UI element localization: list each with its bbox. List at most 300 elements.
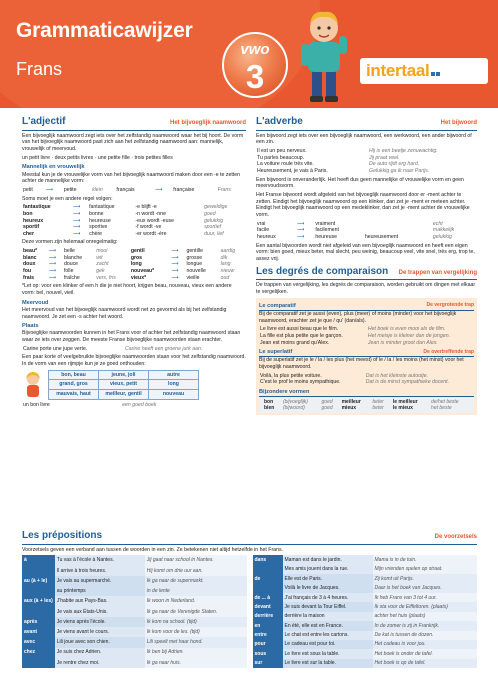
place-example [22, 346, 246, 353]
cell [22, 566, 55, 576]
mnemonic-table [48, 370, 199, 400]
comparatif-tag: De vergrotende trap [426, 302, 474, 309]
cell: Daar is het boek van Jacques. [373, 584, 478, 593]
table-row [49, 380, 199, 390]
irreg-heading: Deze vormen zijn helemaal onregelmatig: [22, 239, 118, 246]
table-row [253, 621, 478, 630]
cell: après [22, 617, 55, 627]
cell: wit [96, 254, 103, 261]
prepositions-heading [22, 530, 477, 545]
cell: De kat is tussen de dozen. [373, 631, 478, 640]
cell: Het boek is even mooi als de film. [367, 326, 446, 333]
cell: -e blijft -e [135, 204, 157, 211]
cell: Mama is in de tuin. [373, 555, 478, 564]
prepositions-title: Les prépositions [22, 530, 103, 541]
cell: derrière [253, 612, 283, 621]
table-row [22, 627, 247, 637]
table-row [22, 231, 246, 238]
table-row [22, 268, 246, 275]
rules-table [22, 204, 246, 237]
adverbe-examples [256, 148, 477, 175]
brand-logo [360, 58, 488, 84]
table-row [22, 275, 246, 282]
cell: J'habite aux Pays-Bas. [55, 596, 145, 606]
cell: en [253, 621, 283, 630]
cell: Lili joue avec son chien. [55, 637, 145, 647]
table-row [22, 255, 246, 262]
adjectif-title: L'adjectif [22, 116, 66, 127]
superlatif-title: Le superlatif [259, 349, 293, 356]
cell: Ik kom na school. (tijd) [145, 617, 247, 627]
arrow-icon: ⟶ [73, 224, 81, 231]
table-row [22, 555, 247, 565]
cell: gentille [186, 248, 203, 255]
arrow-icon: ⟶ [171, 254, 179, 261]
cell: Le chat est entre les cartons. [283, 631, 373, 640]
table-row [256, 227, 477, 234]
comparatif-text: Bij de comparatif zet je aussi (even), plus (meer) of moins (minder) voor het bijvoeglijk naamwoord, erachter zet je que / qu' (dan/als). [259, 310, 457, 324]
prepositions-left-table [22, 555, 247, 668]
cell: in de lente [145, 586, 247, 596]
table-row [22, 346, 246, 353]
cell: heureusement [364, 233, 399, 240]
cell: sportif [23, 224, 40, 231]
arrow-icon: ⟶ [48, 254, 57, 261]
arrow-icon: ⟶ [171, 274, 179, 281]
girl-illustration-icon [22, 371, 44, 399]
cell: zacht [96, 261, 109, 268]
cell: Het cadeau is voor jou. [373, 640, 478, 649]
cell: sur [253, 659, 283, 668]
arrow-icon: ⟶ [48, 261, 57, 268]
cell: jeune, joli [99, 370, 149, 380]
cell: Voilà le livre de Jacques. [283, 584, 373, 593]
arrow-icon: ⟶ [73, 230, 81, 237]
arrow-icon: ⟶ [73, 204, 81, 211]
cell: de/het beste [431, 399, 459, 406]
cell: Tu vas à l'école à Nantes. [55, 555, 145, 565]
cell: derrière la maison [283, 612, 373, 621]
cell: aardig [220, 248, 236, 255]
cell: heureuse [89, 217, 111, 224]
cell: Le livre est sous la table. [283, 649, 373, 658]
cell: mooi [96, 248, 108, 255]
cell: douce [63, 261, 79, 268]
comparatif-examples [259, 326, 474, 346]
cell: doux [23, 261, 36, 268]
table-row [22, 224, 246, 231]
cell: facile [257, 227, 270, 234]
arrow-icon: ⟶ [45, 186, 54, 193]
cell: vieux* [130, 274, 147, 281]
cell: Zij komt uit Parijs. [373, 574, 478, 583]
cell: Maman est dans le jardin. [283, 555, 373, 564]
cell: La fille est plus petite que le garçon. [260, 332, 343, 339]
table-row [262, 405, 471, 411]
cell: Carine heeft een groene jurk aan. [125, 345, 203, 352]
table-row [253, 612, 478, 621]
cell: facilement [315, 227, 339, 234]
table-row [256, 234, 477, 241]
brand-dots-icon [431, 60, 441, 82]
cell: vieux, petit [99, 380, 149, 390]
cell: Le cadeau est pour toi. [283, 640, 373, 649]
cell: vieille [186, 274, 200, 281]
cell: Mijn vrienden spelen op straat. [373, 565, 478, 574]
cell: chez [22, 648, 55, 658]
table-row [22, 596, 247, 606]
cell: frais [23, 274, 34, 281]
superlatif-tag: De overtreffende trap [423, 348, 474, 355]
cell: fraîche [63, 274, 80, 281]
arrow-icon: ⟶ [297, 227, 305, 234]
cell: sportief [204, 224, 222, 231]
table-row [253, 631, 478, 640]
cell: mieux [341, 405, 357, 412]
adverbe-heading [256, 116, 477, 131]
cell: Dat is het kleinste autootje. [365, 372, 429, 379]
arrow-icon: ⟶ [297, 233, 305, 240]
cell: duur, lief [204, 230, 224, 237]
table-row [22, 187, 246, 194]
cell: Ik ben bij Adrien. [145, 648, 247, 658]
header-banner [0, 0, 498, 108]
cell: -n wordt -nne [135, 210, 166, 217]
arrow-icon: ⟶ [48, 248, 57, 255]
cell: cher [23, 230, 34, 237]
cell: goed [321, 399, 333, 406]
cell: Ik sta voor de Eiffeltoren. (plaats) [373, 602, 478, 611]
comparatif-heading [259, 303, 474, 311]
place-heading: Plaats [22, 323, 39, 330]
cell: petit [23, 186, 33, 193]
table-row [22, 204, 246, 211]
table-row [22, 637, 247, 647]
cell: au printemps [55, 586, 145, 596]
prepositions-right-table [253, 555, 478, 668]
table-row [22, 218, 246, 225]
table-row [22, 211, 246, 218]
cell: oud [220, 274, 230, 281]
cell: Ik heb Frans van 3 tot 4 uur. [373, 593, 478, 602]
cell: het beste [431, 405, 452, 412]
cell: -eux wordt -euse [135, 217, 175, 224]
arrow-icon: ⟶ [171, 261, 179, 268]
cell: nouveau [149, 389, 199, 399]
cell: Ik kom voor de les. (tijd) [145, 627, 247, 637]
cell: Le livre est aussi beau que le film. [260, 326, 339, 333]
table-row [22, 648, 247, 658]
cell: achter het huis (plaats) [373, 612, 478, 621]
cell: pour [253, 640, 283, 649]
cell: meilleur [341, 399, 361, 406]
cell: Mes amis jouent dans la rue. [283, 565, 373, 574]
cell: Je vais aux États-Unis. [55, 607, 145, 617]
prepositions-intro: Voorzetsels geven een verband aan tussen de woorden in een zin. Ze betekenen niet altijd hetzelfde in het Frans. [22, 546, 283, 553]
cell: Je suis chez Adrien. [55, 648, 145, 658]
superlatif-heading [259, 349, 474, 357]
cell: folle [63, 268, 74, 275]
cell: De auto rijdt erg hard. [369, 161, 420, 168]
arrow-icon: ⟶ [48, 268, 57, 275]
degres-intro: De trappen van vergelijking, les degrés de comparaison, worden gebruikt om dingen met elkaar te vergelijken. [256, 282, 476, 296]
cell: Ik woon in Nederland. [145, 596, 247, 606]
cell: Jean is minder groot dan Alex. [367, 339, 438, 346]
cell: vraiment [315, 220, 336, 227]
cell: bon [264, 399, 274, 406]
brand-name: intertaal [366, 61, 430, 80]
cell: long [149, 380, 199, 390]
cell: au (à + le) [22, 576, 55, 586]
cell: En été, elle est en France. [283, 621, 373, 630]
fem-example-table [22, 187, 246, 194]
cell: dik [220, 254, 228, 261]
cell: Jij gaat naar school in Nantes. [145, 555, 247, 565]
cell: Heureusement, je vais à Paris. [257, 168, 328, 175]
cell [22, 658, 55, 668]
cell: Ik ga naar huis. [145, 658, 247, 668]
cell: Tu parles beaucoup. [257, 154, 305, 161]
cell: Voilà, la plus petite voiture. [260, 372, 322, 379]
cell: klein [92, 186, 103, 193]
arrow-icon: ⟶ [73, 217, 81, 224]
superlatif-examples [259, 373, 474, 386]
table-row [253, 555, 478, 564]
cell: Il est un peu nerveux. [257, 148, 307, 155]
cell: bien [264, 405, 275, 412]
cell: Je viens après l'école. [55, 617, 145, 627]
table-row [259, 373, 474, 380]
cell: gentil [130, 248, 145, 255]
cell: le mieux [392, 405, 413, 412]
cell: nouvelle [186, 268, 206, 275]
adverbe-title: L'adverbe [256, 116, 303, 127]
table-row [22, 586, 247, 596]
table-row [253, 640, 478, 649]
place-text: Bijvoeglijke naamwoorden kunnen in het Frans voor of achter het zelfstandig naamwoord staan waar ze iets over zeggen. De meeste Franse bijvoeglijke naamwoorden staan erachter. [22, 330, 241, 344]
cell: de [253, 574, 283, 583]
final-example [22, 402, 246, 409]
prepositions-tag: De voorzetsels [434, 534, 477, 541]
irreg-note: *Let op: voor een klinker of een h die je niet hoort, krijgen beau, nouveau, vieux een andere vorm: bel, nouvel, vieil. [22, 283, 232, 297]
arrow-icon: ⟶ [171, 248, 179, 255]
table-row [49, 370, 199, 380]
cell [22, 586, 55, 596]
table-row [22, 261, 246, 268]
cell: devant [253, 602, 283, 611]
table-row [259, 379, 474, 386]
cell: nieuw [220, 268, 235, 275]
boy-illustration-icon [298, 6, 350, 106]
superlatif-text: Bij de superlatif zet je le / la / les plus (het meest) of le / la / les moins (het minst) voor het bijvoeglijk naamwoord. [259, 357, 464, 370]
cell: goed [204, 210, 216, 217]
page-subtitle: Frans [16, 59, 63, 79]
table-row [22, 566, 247, 576]
arrow-icon: ⟶ [155, 186, 163, 193]
cell: Le livre est sur la table. [283, 659, 373, 668]
cell: J'ai français de 3 à 4 heures. [283, 593, 373, 602]
cell: Jean est moins grand qu'Alex. [260, 339, 330, 346]
cell: blanc [23, 254, 37, 261]
cell: française [173, 186, 195, 193]
cell: Het boek is onder de tafel. [373, 649, 478, 658]
adverbe-tag: Het bijwoord [440, 120, 477, 127]
table-row [256, 155, 477, 162]
mnemonic-box [22, 370, 246, 400]
level-badge [222, 32, 288, 98]
cell: heureux [23, 217, 44, 224]
table-row [22, 607, 247, 617]
cell: grosse [186, 254, 203, 261]
cell: beter [372, 405, 384, 412]
cell: gek [96, 268, 105, 275]
cell: vers, fris [96, 274, 116, 281]
table-row [22, 402, 246, 409]
table-row [256, 161, 477, 168]
table-row [22, 248, 246, 255]
cell: Je viens avant le cours. [55, 627, 145, 637]
cell: fantastique [23, 204, 51, 211]
fem-heading: Mannelijk en vrouwelijk [22, 164, 85, 171]
adverbe-ment-text: Het Franse bijwoord wordt afgeleid van het bijvoeglijk naamwoord door er -ment achter te zetten. Eindigt het bijvoeglijk naamwoord op een klinker, dan zet je -ment er meteen achter. Eindigt het bijvoeglijk naamwoord op een medeklinker, dan zet je -ment achter de vrouwelijke vorm. [256, 192, 470, 219]
adverbe-form-text: Een bijwoord is onveranderlijk. Het heeft dus geen mannelijke of vrouwelijke vorm en geen meervoudsvorm. [256, 176, 464, 190]
table-row [253, 565, 478, 574]
bijzondere-heading: Bijzondere vormen [259, 389, 474, 397]
cell: le meilleur [392, 399, 418, 406]
cell [253, 584, 283, 593]
cell: de ... à [253, 593, 283, 602]
cell: -f wordt -ve [135, 224, 162, 231]
degres-heading [256, 266, 477, 281]
cell: Het meisje is kleiner dan de jongen. [367, 332, 451, 339]
cell: In de zomer is zij in Frankrijk. [373, 621, 478, 630]
cell: Ik ga naar de Verenigde Staten. [145, 607, 247, 617]
irreg-table [22, 248, 246, 281]
cell: Je suis devant la Tour Eiffel. [283, 602, 373, 611]
cell [253, 565, 283, 574]
cell: meilleur, gentil [99, 389, 149, 399]
cell: Frans [217, 186, 231, 193]
bijzondere-box [259, 398, 474, 413]
adjectif-intro: Een bijvoeglijk naamwoord zegt iets over het zelfstandig naamwoord waar het bij hoort. De vorm van het bijvoeglijk naamwoord past zich aan het zelfstandig naamwoord aan: mannelijk, vrouwelijk of meervoud. [22, 132, 244, 153]
cell: heureux [257, 233, 276, 240]
prepositions-section [22, 530, 477, 668]
cell: Elle est de Paris. [283, 574, 373, 583]
cell: français [116, 186, 135, 193]
rules-heading: Soms moet je een andere regel volgen: [22, 195, 113, 202]
arrow-icon: ⟶ [73, 210, 81, 217]
cell: chère [89, 230, 103, 237]
cell: (bijvoeglijk) [282, 399, 308, 406]
table-row [253, 574, 478, 583]
cell: Gelukkig ga ik naar Parijs. [369, 168, 430, 175]
comparatif-box [256, 298, 477, 415]
cell: fou [23, 268, 32, 275]
cell: vrai [257, 220, 266, 227]
plural-heading: Meervoud [22, 299, 49, 306]
adjectif-intro-example: un petit livre · deux petits livres · une petite fille · trois petites filles [22, 154, 173, 161]
table-row [253, 659, 478, 668]
cell: (bijwoord) [282, 405, 305, 412]
cell: Ik ga naar de supermarkt. [145, 576, 247, 586]
cell: entre [253, 631, 283, 640]
prepositions-tables [22, 555, 477, 668]
page-title: Grammaticawijzer [16, 19, 193, 42]
arrow-icon: ⟶ [171, 268, 179, 275]
cell: heureuse [315, 233, 337, 240]
cell: echt [432, 220, 443, 227]
table-row [22, 617, 247, 627]
arrow-icon: ⟶ [297, 220, 305, 227]
adverbe-intro: Een bijwoord zegt iets over een bijvoeglijk naamwoord, een werkwoord, een ander bijwoord of een zin. [256, 132, 472, 146]
fem-text: Meestal kun je de vrouwelijke vorm van het bijvoeglijk naamwoord maken door een -e te zetten achter de mannelijke vorm: [22, 171, 240, 185]
cell: beter [372, 399, 384, 406]
cell: blanche [63, 254, 83, 261]
cell: Il arrive à trois heures. [55, 566, 145, 576]
table-row [253, 584, 478, 593]
cell: gelukkig [432, 233, 452, 240]
adjectif-tag: Het bijvoeglijk naamwoord [169, 120, 246, 127]
arrow-icon: ⟶ [48, 274, 57, 281]
table-row [256, 168, 477, 175]
cell: Het boek is op de tafel. [373, 659, 478, 668]
table-row [22, 658, 247, 668]
cell: autre [149, 370, 199, 380]
table-row [253, 593, 478, 602]
adjectif-heading [22, 116, 246, 131]
cell: Dat is de minst sympathieke docent. [365, 379, 450, 386]
cell: Je vais au supermarché. [55, 576, 145, 586]
cell: longue [186, 261, 203, 268]
adverbe-irreg-text: Een aantal bijwoorden wordt niet afgeleid van een bijvoeglijk naamwoord en heeft een eigen vorm: bien goed, mieux beter, mal slecht, peu weinig, beaucoup veel, vite snel, très erg, trop te, assez vrij. [256, 242, 475, 262]
table-row [49, 389, 199, 399]
comparatif-title: Le comparatif [259, 302, 296, 309]
bijzondere-table [262, 399, 471, 412]
cell: avant [22, 627, 55, 637]
cell: Jij praat veel. [369, 154, 400, 161]
cell: bon, beau [49, 370, 99, 380]
cell: Carine porte une jupe verte. [23, 345, 88, 352]
level-number: 3 [245, 58, 265, 95]
ment-table [256, 221, 477, 241]
cell: Hij is een beetje zenuwachtig. [369, 148, 438, 155]
cell: long [130, 261, 142, 268]
cell: grand, gros [49, 380, 99, 390]
cell: gros [130, 254, 143, 261]
cell: fantastique [89, 204, 115, 211]
cell: lang [220, 261, 231, 268]
cell: sous [253, 649, 283, 658]
cell: bon [23, 210, 33, 217]
cell: Je rentre chez moi. [55, 658, 145, 668]
cell: C'est le prof le moins sympathique. [260, 379, 341, 386]
cell: dans [253, 555, 283, 564]
cell: sportive [89, 224, 108, 231]
cell: La voiture roule très vite. [257, 161, 314, 168]
cell: mauvais, haut [49, 389, 99, 399]
cell: avec [22, 637, 55, 647]
level-label: vwo [240, 41, 270, 58]
table-row [259, 333, 474, 340]
table-row [253, 649, 478, 658]
cell: makkelijk [432, 227, 455, 234]
cell: gelukkig [204, 217, 224, 224]
cell: Hij komt om drie uur aan. [145, 566, 247, 576]
adverbe-section [256, 116, 477, 415]
cell: een goed boek [122, 401, 157, 408]
adjectif-section [22, 116, 246, 410]
cell: nouveau* [130, 268, 155, 275]
